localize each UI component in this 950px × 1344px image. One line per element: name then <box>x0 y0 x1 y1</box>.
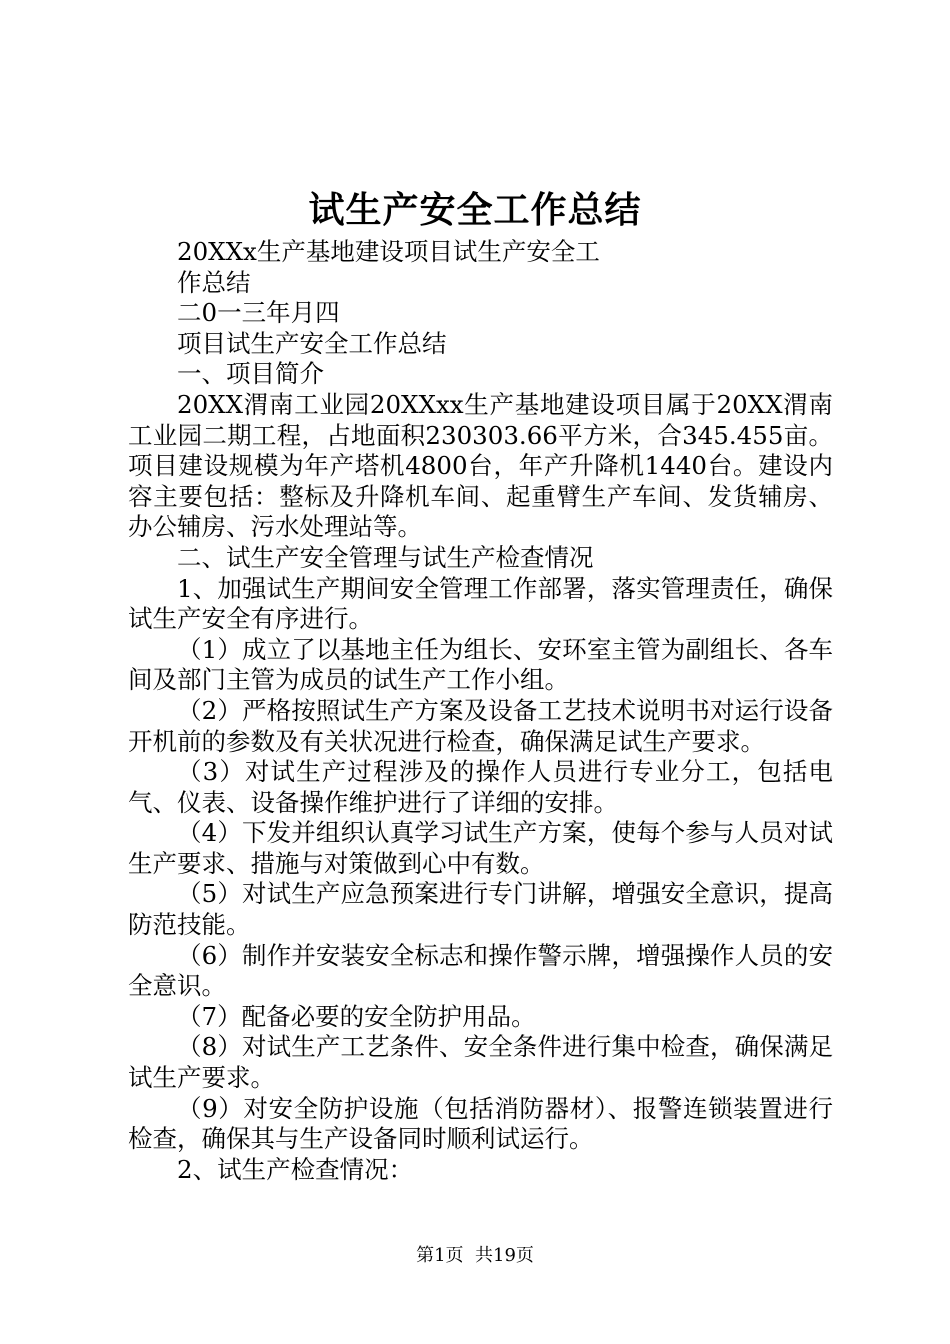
list-item: （1）成立了以基地主任为组长、安环室主管为副组长、各车间及部门主管为成员的试生产工作小组。 <box>128 634 833 695</box>
paragraph: 20XX渭南工业园20XXxx生产基地建设项目属于20XX渭南工业园二期工程，占地面积230303.66平方米，合345.455亩。项目建设规模为年产塔机4800台，年产升降机1440台。建设内容主要包括：整标及升降机车间、起重臂生产车间、发货辅房、办公辅房、污水处理站等。 <box>128 389 833 542</box>
list-item: （5）对试生产应急预案进行专门讲解，增强安全意识，提高防范技能。 <box>128 879 833 940</box>
document-body <box>128 237 833 1185</box>
list-item: （2）严格按照试生产方案及设备工艺技术说明书对运行设备开机前的参数及有关状况进行检查，确保满足试生产要求。 <box>128 695 833 756</box>
list-item: （3）对试生产过程涉及的操作人员进行专业分工，包括电气、仪表、设备操作维护进行了详细的安排。 <box>128 757 833 817</box>
section-heading: 二、试生产安全管理与试生产检查情况 <box>177 542 594 572</box>
list-item: （9）对安全防护设施（包括消防器材）、报警连锁装置进行检查，确保其与生产设备同时顺利试运行。 <box>128 1093 833 1154</box>
paragraph: 1、加强试生产期间安全管理工作部署，落实管理责任，确保试生产安全有序进行。 <box>128 573 833 634</box>
list-item: （4）下发并组织认真学习试生产方案，使每个参与人员对试生产要求、措施与对策做到心中有数。 <box>128 818 833 878</box>
header-line: 项目试生产安全工作总结 <box>177 328 447 358</box>
page-number: 第1页 共19页 <box>416 1245 534 1266</box>
paragraph: 2、试生产检查情况： <box>177 1154 414 1184</box>
document-title: 试生产安全工作总结 <box>308 189 642 231</box>
list-item: （6）制作并安装安全标志和操作警示牌，增强操作人员的安全意识。 <box>128 940 833 1001</box>
header-line: 二0一三年月四 <box>177 298 340 328</box>
list-item: （7）配备必要的安全防护用品。 <box>177 1001 536 1031</box>
list-item: （8）对试生产工艺条件、安全条件进行集中检查，确保满足试生产要求。 <box>128 1032 833 1093</box>
section-heading: 一、项目简介 <box>177 359 324 389</box>
header-line: 20XXx生产基地建设项目试生产安全工 <box>177 237 600 266</box>
header-line: 作总结 <box>177 267 251 297</box>
page-footer <box>0 1244 950 1268</box>
